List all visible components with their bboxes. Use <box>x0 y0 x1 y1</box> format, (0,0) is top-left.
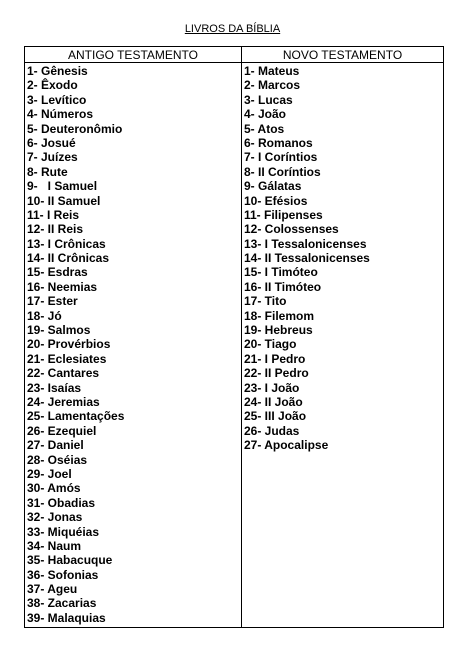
list-item: 6- Josué <box>27 135 76 150</box>
list-item: 33- Miquéias <box>27 524 100 539</box>
list-item: 26- Ezequiel <box>27 423 97 438</box>
list-item: 2- Marcos <box>244 78 301 93</box>
new-testament-cell <box>242 63 444 628</box>
list-item: 16- Neemias <box>27 279 98 294</box>
table-body-row <box>25 63 444 628</box>
list-item: 22- Cantares <box>27 366 100 381</box>
list-item: 20- Provérbios <box>27 337 111 352</box>
list-item: 21- Eclesiates <box>27 351 107 366</box>
list-item: 19- Hebreus <box>244 323 313 338</box>
list-item: 11- Filipenses <box>244 207 323 222</box>
list-item: 12- II Reis <box>27 222 84 237</box>
list-item: 5- Deuteronômio <box>27 121 123 136</box>
list-item: 20- Tiago <box>244 337 297 352</box>
list-item: 38- Zacarias <box>27 596 97 611</box>
list-item: 29- Joel <box>27 466 72 481</box>
list-item: 15- Esdras <box>27 265 88 280</box>
list-item: 3- Levítico <box>27 92 87 107</box>
list-item: 31- Obadias <box>27 495 96 510</box>
list-item: 8- Rute <box>27 164 68 179</box>
list-item: 28- Oséias <box>27 452 88 467</box>
list-item: 27- Apocalipse <box>244 438 329 453</box>
books-table <box>24 46 444 628</box>
list-item: 10- Efésios <box>244 193 308 208</box>
list-item: 36- Sofonias <box>27 567 99 582</box>
list-item: 21- I Pedro <box>244 351 306 366</box>
list-item: 23- I João <box>244 380 300 395</box>
list-item: 14- II Tessalonicenses <box>244 251 370 266</box>
list-item: 13- I Crônicas <box>27 236 106 251</box>
list-item: 24- Jeremias <box>27 394 100 409</box>
old-testament-cell <box>25 63 242 628</box>
list-item: 24- II João <box>244 394 303 409</box>
list-item: 1- Mateus <box>244 64 300 78</box>
list-item: 32- Jonas <box>27 510 83 525</box>
list-item: 4- João <box>244 107 287 122</box>
list-item: 35- Habacuque <box>27 553 113 568</box>
list-item: 30- Amós <box>27 481 81 496</box>
list-item: 17- Ester <box>27 294 78 309</box>
list-item: 4- Números <box>27 107 94 122</box>
list-item: 9- I Samuel <box>27 179 98 194</box>
list-item: 25- Lamentações <box>27 409 125 424</box>
list-item: 19- Salmos <box>27 323 91 338</box>
list-item: 8- II Coríntios <box>244 164 321 179</box>
list-item: 18- Filemom <box>244 308 315 323</box>
list-item: 14- II Crônicas <box>27 251 110 266</box>
list-item: 26- Judas <box>244 423 300 438</box>
list-item: 2- Êxodo <box>27 78 78 93</box>
list-item: 11- I Reis <box>27 207 80 222</box>
old-testament-list <box>27 64 241 625</box>
list-item: 12- Colossenses <box>244 222 339 237</box>
list-item: 15- I Timóteo <box>244 265 318 280</box>
new-testament-list <box>244 64 443 453</box>
list-item: 13- I Tessalonicenses <box>244 236 367 251</box>
list-item: 3- Lucas <box>244 92 293 107</box>
list-item: 1- Gênesis <box>27 64 88 78</box>
list-item: 7- I Coríntios <box>244 150 318 165</box>
list-item: 23- Isaías <box>27 380 82 395</box>
list-item: 10- II Samuel <box>27 193 101 208</box>
list-item: 25- III João <box>244 409 307 424</box>
list-item: 22- II Pedro <box>244 366 309 381</box>
list-item: 34- Naum <box>27 538 82 553</box>
list-item: 37- Ageu <box>27 582 78 597</box>
table-header-row <box>25 47 444 63</box>
list-item: 5- Atos <box>244 121 285 136</box>
list-item: 6- Romanos <box>244 135 313 150</box>
list-item: 7- Juízes <box>27 150 78 165</box>
header-old-testament: ANTIGO TESTAMENTO <box>25 47 242 63</box>
list-item: 39- Malaquias <box>27 610 106 625</box>
list-item: 16- II Timóteo <box>244 279 322 294</box>
list-item: 18- Jó <box>27 308 62 323</box>
list-item: 27- Daniel <box>27 438 84 453</box>
header-new-testament: NOVO TESTAMENTO <box>242 47 444 63</box>
list-item: 17- Tito <box>244 294 287 309</box>
page-title: LIVROS DA BÍBLIA <box>184 23 281 35</box>
list-item: 9- Gálatas <box>244 179 302 194</box>
